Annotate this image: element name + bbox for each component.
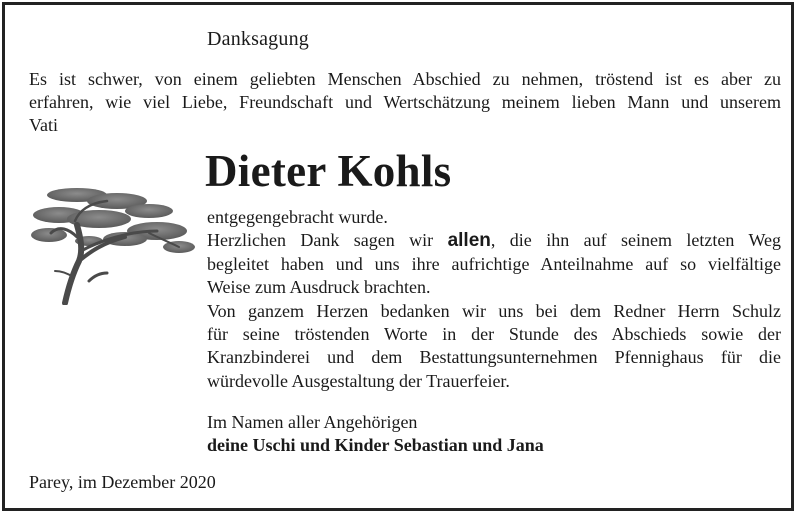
intro-line: erfahren, wie viel Liebe, Freundschaft und Wertschätzung meinem lieben Mann und unserem: [29, 92, 781, 112]
signature-block: [207, 411, 544, 457]
body-line: [207, 229, 781, 252]
notice-heading: Danksagung: [207, 28, 309, 50]
body-line: begleitet haben und uns ihre aufrichtige Anteilnahme auf so vielfältige: [207, 253, 781, 274]
emphasis-word: allen: [447, 230, 491, 252]
notice-frame: [2, 2, 794, 511]
signature-names: deine Uschi und Kinder Sebastian und Jana: [207, 435, 544, 455]
intro-line: Vati: [29, 115, 58, 135]
body-line-part: , die ihn auf seinem letzten Weg: [490, 230, 781, 251]
body-line: Weise zum Ausdruck brachten.: [207, 277, 431, 298]
deceased-name: Dieter Kohls: [205, 146, 452, 196]
body-line: Von ganzem Herzen bedanken wir uns bei dem Redner Herrn Schulz: [207, 300, 781, 321]
body-line-part: Herzlichen Dank sagen wir: [207, 230, 434, 251]
intro-text: [29, 68, 781, 137]
body-line: Kranzbinderei und dem Bestattungsunternehmen Pfennighaus für die: [207, 347, 781, 368]
thanks-text: [207, 206, 781, 393]
signature-line: Im Namen aller Angehörigen: [207, 412, 418, 432]
place-date: Parey, im Dezember 2020: [29, 472, 216, 492]
body-line: entgegengebracht wurde.: [207, 207, 388, 227]
tree-icon: [29, 181, 195, 305]
body-line: für seine tröstenden Worte in der Stunde des Abschieds sowie der: [207, 324, 781, 345]
body-line: würdevolle Ausgestaltung der Trauerfeier.: [207, 370, 510, 391]
intro-line: Es ist schwer, von einem geliebten Menschen Abschied zu nehmen, tröstend ist es aber zu: [29, 69, 781, 89]
